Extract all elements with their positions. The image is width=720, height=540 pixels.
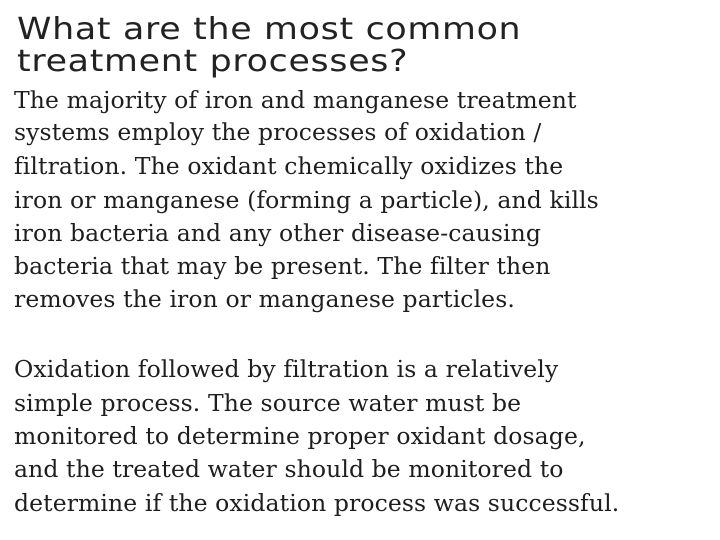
paragraph-line: systems employ the processes of oxidation / (14, 118, 542, 146)
paragraph-line: monitored to determine proper oxidant dosage, (14, 422, 586, 450)
heading-line: treatment processes? (17, 44, 409, 79)
paragraph-line: and the treated water should be monitored to (14, 455, 564, 483)
heading-line: What are the most common (17, 12, 522, 47)
paragraph-line: bacteria that may be present. The filter then (14, 252, 551, 280)
paragraph-line: simple process. The source water must be (14, 389, 522, 417)
paragraph-line: filtration. The oxidant chemically oxidizes the (14, 152, 564, 180)
paragraph-line: iron bacteria and any other disease-causing (14, 219, 541, 247)
paragraph-line: Oxidation followed by filtration is a relatively (14, 355, 559, 383)
paragraph-line: iron or manganese (forming a particle), and kills (14, 186, 599, 214)
paragraph-line: The majority of iron and manganese treatment (14, 86, 577, 114)
paragraph-line: determine if the oxidation process was successful. (14, 489, 620, 517)
paragraph-line: removes the iron or manganese particles. (14, 285, 515, 313)
